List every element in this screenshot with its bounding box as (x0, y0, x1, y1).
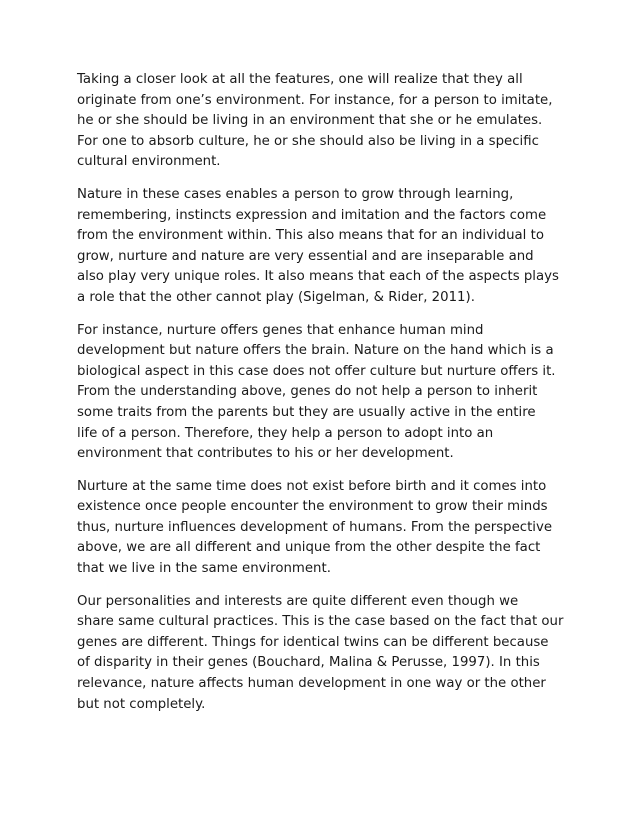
text-line: From the understanding above, genes do not help a person to inherit (77, 384, 538, 400)
text-line: For one to absorb culture, he or she should also be living in a specific (77, 133, 539, 149)
text-line: development but nature offers the brain. Nature on the hand which is a (77, 343, 554, 359)
paragraph-5 (77, 592, 569, 716)
text-line: also play very unique roles. It also means that each of the aspects plays (77, 269, 559, 285)
text-line: he or she should be living in an environment that she or he emulates. (77, 113, 543, 129)
text-line: Nature in these cases enables a person to grow through learning, (77, 186, 514, 202)
text-line: that we live in the same environment. (77, 561, 331, 577)
text-line: For instance, nurture offers genes that enhance human mind (77, 322, 484, 338)
text-line: Taking a closer look at all the features, one will realize that they all (77, 72, 523, 87)
text-line: remembering, instincts expression and imitation and the factors come (77, 207, 547, 223)
text-line: cultural environment. (77, 154, 221, 170)
text-line: share same cultural practices. This is the case based on the fact that our (77, 614, 564, 630)
text-line: biological aspect in this case does not offer culture but nurture offers it. (77, 363, 556, 379)
text-line: from the environment within. This also means that for an individual to (77, 228, 544, 244)
text-line: Our personalities and interests are quite different even though we (77, 593, 519, 609)
paragraph-4 (77, 477, 569, 580)
text-line: environment that contributes to his or her development. (77, 446, 454, 462)
text-line: of disparity in their genes (Bouchard, Malina & Perusse, 1997). In this (77, 655, 540, 671)
text-line: relevance, nature affects human development in one way or the other (77, 676, 546, 692)
text-line: but not completely. (77, 696, 206, 712)
text-line: above, we are all different and unique from the other despite the fact (77, 540, 541, 556)
text-line: a role that the other cannot play (Sigelman, & Rider, 2011). (77, 289, 475, 305)
text-line: some traits from the parents but they are usually active in the entire (77, 404, 536, 420)
text-line: life of a person. Therefore, they help a person to adopt into an (77, 425, 494, 441)
text-line: originate from one’s environment. For instance, for a person to imitate, (77, 92, 553, 108)
document-body (77, 70, 569, 727)
text-line: thus, nurture influences development of humans. From the perspective (77, 519, 553, 535)
paragraph-3 (77, 321, 569, 465)
text-line: Nurture at the same time does not exist before birth and it comes into (77, 478, 547, 494)
text-line: grow, nurture and nature are very essential and are inseparable and (77, 248, 534, 264)
paragraph-1 (77, 70, 569, 173)
paragraph-2 (77, 185, 569, 309)
text-line: genes are different. Things for identical twins can be different because (77, 634, 549, 650)
text-line: existence once people encounter the environment to grow their minds (77, 499, 548, 515)
